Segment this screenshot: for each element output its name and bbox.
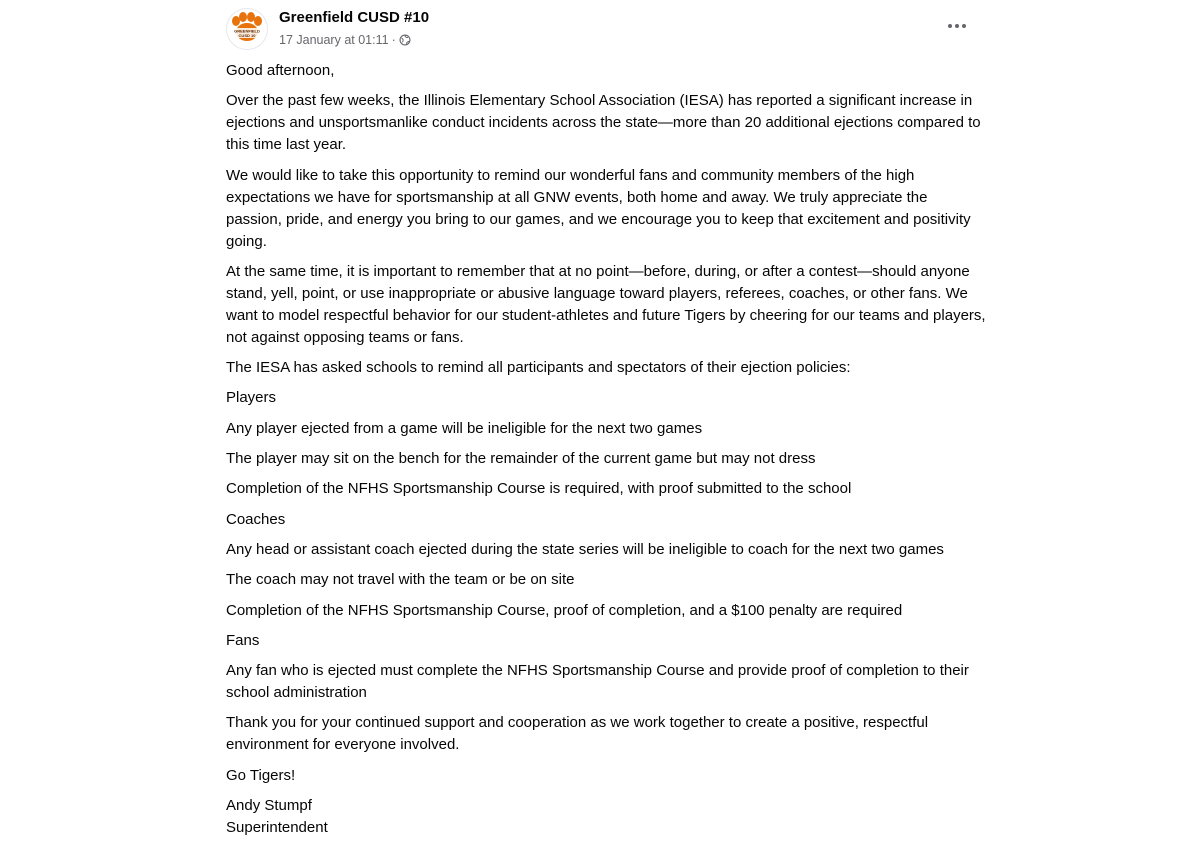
post-paragraph: At the same time, it is important to remember that at no point—before, during, or after a contest—should anyone stand, yell, point, or use inappropriate or abusive language toward players, referees, coaches, or other fans. We want to model respectful behavior for our student-athletes and future Tigers by cheering for our teams and players, not against opposing teams or fans. (226, 262, 986, 346)
signature (226, 795, 986, 839)
svg-text:GREENFIELD: GREENFIELD (234, 28, 260, 34)
section-heading-fans: Fans (226, 631, 260, 649)
section-heading-players: Players (226, 389, 277, 407)
globe-icon[interactable] (399, 34, 411, 46)
svg-text:CUSD 10: CUSD 10 (238, 33, 256, 38)
policy-item: Completion of the NFHS Sportsmanship Course, proof of completion, and a $100 penalty are required (226, 601, 903, 619)
post-paragraph: Over the past few weeks, the Illinois Elementary School Association (IESA) has reported a significant increase in ejections and unsportsmanlike conduct incidents across the state—more than 20 additional ejections compared to this time last year. (226, 92, 981, 154)
policy-item: The player may sit on the bench for the remainder of the current game but may not dress (226, 450, 816, 468)
post-paragraph: Good afternoon, (226, 62, 335, 79)
meta-separator: · (391, 33, 396, 47)
signature-title: Superintendent (226, 819, 328, 837)
policy-item: Any player ejected from a game will be ineligible for the next two games (226, 419, 703, 437)
post-paragraph: We would like to take this opportunity to remind our wonderful fans and community members of the high expectations we have for sportsmanship at all GNW events, both home and away. We truly appreciate the passion, pride, and energy you bring to our games, and we encourage you to keep that excitement and positivity going. (226, 166, 971, 250)
more-options-button[interactable] (943, 14, 971, 38)
post-paragraph: The IESA has asked schools to remind all participants and spectators of their ejection policies: (226, 359, 851, 377)
policy-item: Completion of the NFHS Sportsmanship Course is required, with proof submitted to the school (226, 480, 852, 498)
policy-item: Any head or assistant coach ejected during the state series will be ineligible to coach for the next two games (226, 540, 944, 558)
section-heading-coaches: Coaches (226, 510, 286, 528)
policy-item: The coach may not travel with the team or be on site (226, 571, 575, 589)
avatar[interactable] (226, 8, 268, 50)
post-paragraph: Go Tigers! (226, 766, 296, 784)
avatar-logo-text (226, 8, 268, 50)
more-options-dot (962, 24, 966, 28)
post-header (226, 6, 971, 56)
page-name-link[interactable]: Greenfield CUSD #10 (279, 9, 430, 26)
post-meta (279, 33, 411, 47)
more-options-dot (955, 24, 959, 28)
policy-item: Any fan who is ejected must complete the NFHS Sportsmanship Course and provide proof of completion to their school administration (226, 662, 969, 702)
more-options-icon (948, 24, 952, 28)
signature-name: Andy Stumpf (226, 797, 312, 815)
post-paragraph: Thank you for your continued support and cooperation as we work together to create a positive, respectful environment for everyone involved. (226, 714, 929, 754)
post-body (226, 60, 986, 839)
post-timestamp[interactable]: 17 January at 01:11 (279, 33, 389, 47)
